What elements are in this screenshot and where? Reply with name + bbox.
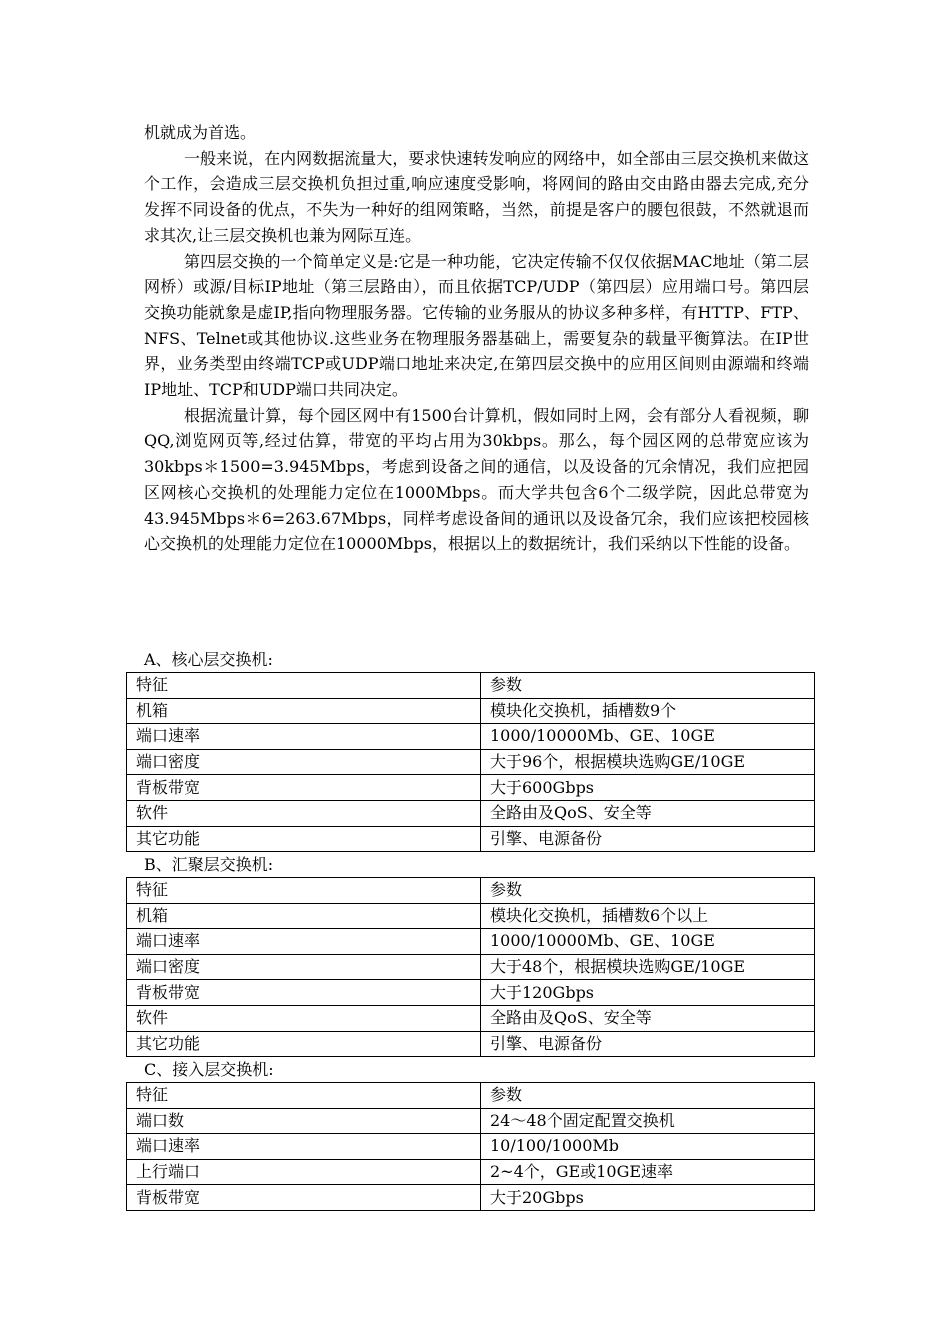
header-cell: 特征 <box>127 673 481 699</box>
value-cell: 引擎、电源备份 <box>481 1031 815 1057</box>
value-cell: 模块化交换机，插槽数6个以上 <box>481 903 815 929</box>
feature-cell: 软件 <box>127 800 481 826</box>
table-row <box>127 1031 815 1057</box>
feature-cell: 端口密度 <box>127 954 481 980</box>
value-cell: 大于96个，根据模块选购GE/10GE <box>481 749 815 775</box>
table-row <box>127 749 815 775</box>
value-cell: 全路由及QoS、安全等 <box>481 800 815 826</box>
feature-cell: 端口密度 <box>127 749 481 775</box>
feature-cell: 机箱 <box>127 903 481 929</box>
value-cell: 2~4个，GE或10GE速率 <box>481 1159 815 1185</box>
value-cell: 1000/10000Mb、GE、10GE <box>481 929 815 955</box>
core-switch-table <box>126 672 815 852</box>
feature-cell: 端口数 <box>127 1108 481 1134</box>
table-row <box>127 800 815 826</box>
aggregation-switch-table <box>126 877 815 1057</box>
feature-cell: 端口速率 <box>127 724 481 750</box>
table-row <box>127 724 815 750</box>
paragraph-4: 根据流量计算，每个园区网中有1500台计算机，假如同时上网，会有部分人看视频，聊QQ,浏览网页等,经过估算，带宽的平均占用为30kbps。那么，每个园区网的总带宽应该为30kbps＊1500=3.945Mbps，考虑到设备之间的通信，以及设备的冗余情况，我们应把园区网核心交换机的处理能力定位在1000Mbps。而大学共包含6个二级学院，因此总带宽为43.945Mbps＊6=263.67Mbps，同样考虑设备间的通讯以及设备冗余，我们应该把校园核心交换机的处理能力定位在10000Mbps，根据以上的数据统计，我们采纳以下性能的设备。 <box>144 405 809 554</box>
table-header-row <box>127 673 815 699</box>
table-row <box>127 1159 815 1185</box>
feature-cell: 背板带宽 <box>127 775 481 801</box>
table-row <box>127 929 815 955</box>
table-row <box>127 980 815 1006</box>
value-cell: 大于600Gbps <box>481 775 815 801</box>
feature-cell: 机箱 <box>127 698 481 724</box>
table-b-caption: B、汇聚层交换机: <box>144 855 274 874</box>
table-row <box>127 698 815 724</box>
value-cell: 模块化交换机，插槽数9个 <box>481 698 815 724</box>
feature-cell: 端口速率 <box>127 929 481 955</box>
feature-cell: 上行端口 <box>127 1159 481 1185</box>
feature-cell: 背板带宽 <box>127 980 481 1006</box>
table-row <box>127 1185 815 1211</box>
header-cell: 参数 <box>481 878 815 904</box>
table-c-caption: C、接入层交换机: <box>144 1060 274 1079</box>
value-cell: 大于120Gbps <box>481 980 815 1006</box>
table-row <box>127 826 815 852</box>
table-row <box>127 903 815 929</box>
table-row <box>127 1005 815 1031</box>
header-cell: 参数 <box>481 1083 815 1109</box>
value-cell: 1000/10000Mb、GE、10GE <box>481 724 815 750</box>
header-cell: 特征 <box>127 1083 481 1109</box>
table-row <box>127 954 815 980</box>
feature-cell: 软件 <box>127 1005 481 1031</box>
table-a-caption: A、核心层交换机: <box>144 650 273 669</box>
table-row <box>127 1134 815 1160</box>
paragraph-1: 机就成为首选。 <box>144 123 257 142</box>
table-row <box>127 1108 815 1134</box>
value-cell: 10/100/1000Mb <box>481 1134 815 1160</box>
table-header-row <box>127 1083 815 1109</box>
header-cell: 参数 <box>481 673 815 699</box>
paragraph-3: 第四层交换的一个简单定义是:它是一种功能，它决定传输不仅仅依据MAC地址（第二层网桥）或源/目标IP地址（第三层路由），而且依据TCP/UDP（第四层）应用端口号。第四层交换功能就象是虚IP,指向物理服务器。它传输的业务服从的协议多种多样，有HTTP、FTP、NFS、Telnet或其他协议.这些业务在物理服务器基础上，需要复杂的载量平衡算法。在IP世界，业务类型由终端TCP或UDP端口地址来决定,在第四层交换中的应用区间则由源端和终端IP地址、TCP和UDP端口共同决定。 <box>144 251 809 400</box>
table-header-row <box>127 878 815 904</box>
feature-cell: 其它功能 <box>127 826 481 852</box>
feature-cell: 其它功能 <box>127 1031 481 1057</box>
feature-cell: 端口速率 <box>127 1134 481 1160</box>
header-cell: 特征 <box>127 878 481 904</box>
body-text <box>144 120 809 557</box>
value-cell: 24～48个固定配置交换机 <box>481 1108 815 1134</box>
access-switch-table <box>126 1082 815 1211</box>
value-cell: 大于20Gbps <box>481 1185 815 1211</box>
value-cell: 全路由及QoS、安全等 <box>481 1005 815 1031</box>
feature-cell: 背板带宽 <box>127 1185 481 1211</box>
table-row <box>127 775 815 801</box>
value-cell: 大于48个，根据模块选购GE/10GE <box>481 954 815 980</box>
value-cell: 引擎、电源备份 <box>481 826 815 852</box>
paragraph-2: 一般来说，在内网数据流量大，要求快速转发响应的网络中，如全部由三层交换机来做这个工作，会造成三层交换机负担过重,响应速度受影响，将网间的路由交由路由器去完成,充分发挥不同设备的优点，不失为一种好的组网策略，当然，前提是客户的腰包很鼓，不然就退而求其次,让三层交换机也兼为网际互连。 <box>144 148 809 245</box>
